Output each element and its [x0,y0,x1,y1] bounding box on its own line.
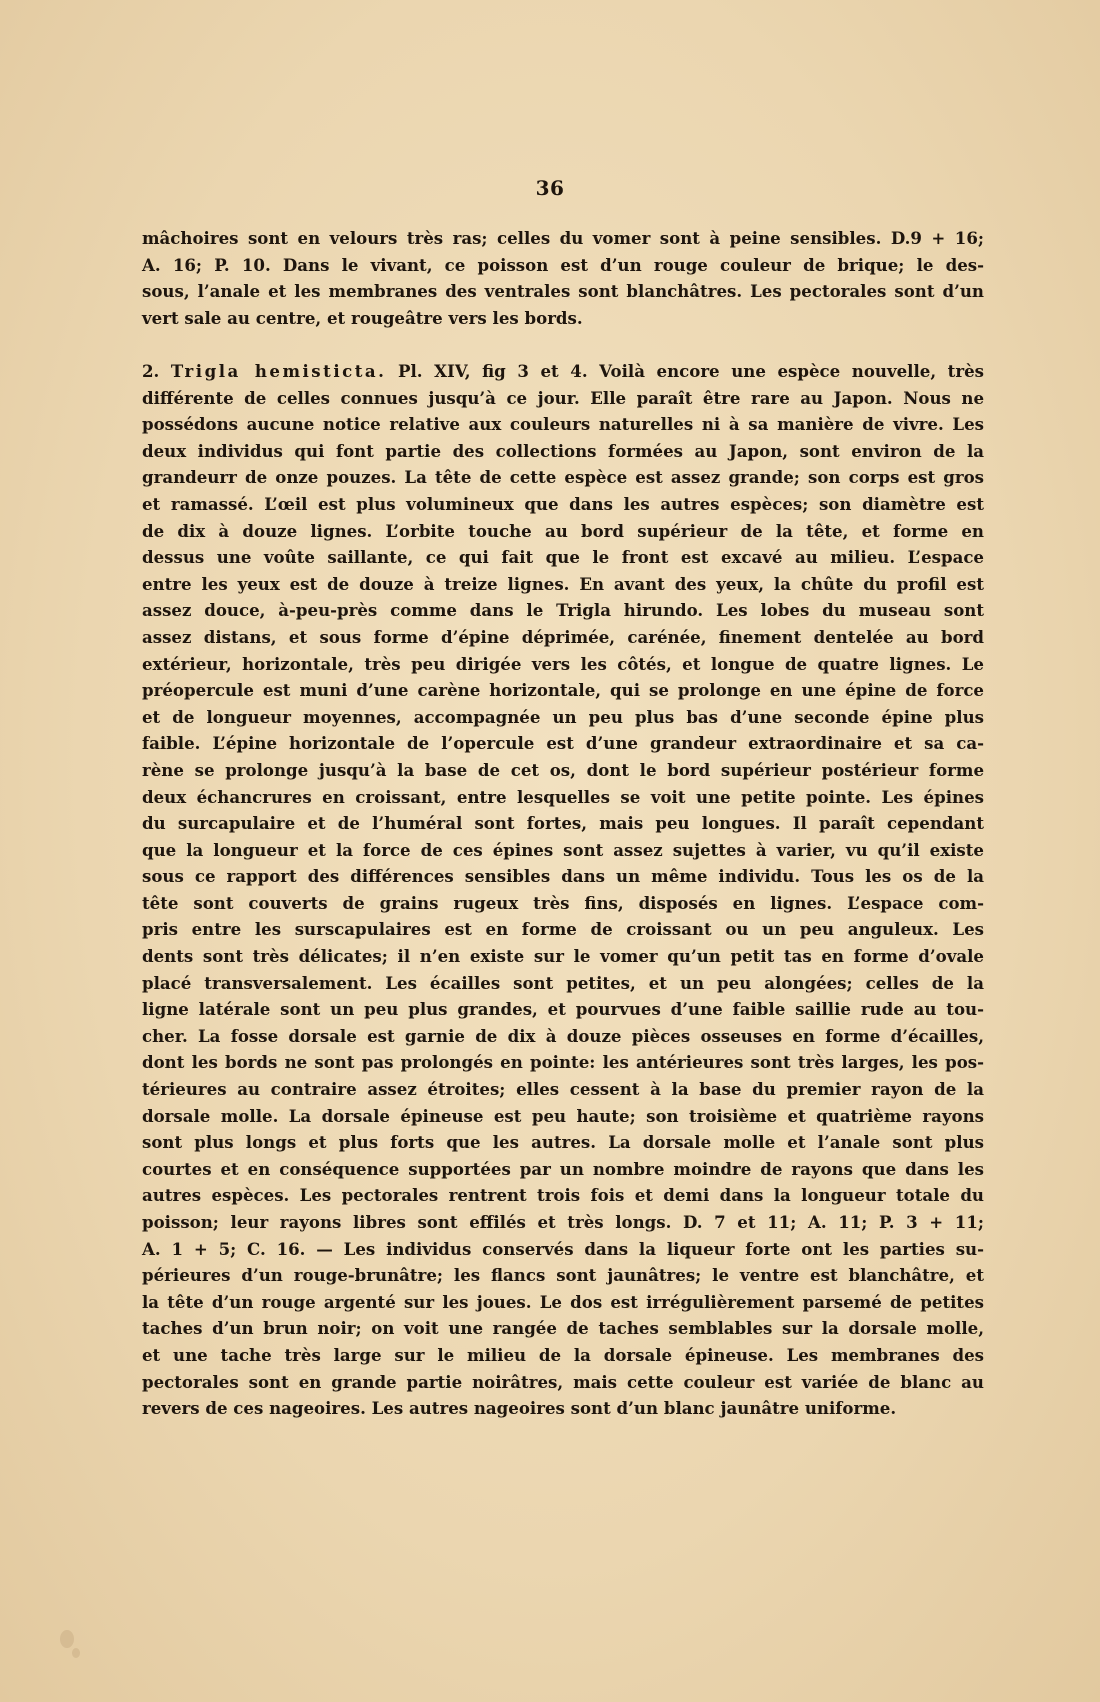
text-line-heading [142,358,984,385]
heading-rest: Pl. XIV, fig 3 et 4. Voilà encore une espèce nouvelle, très [398,361,984,381]
text-line: différente de celles connues jusqu’à ce jour. Elle paraît être rare au Japon. Nous ne [142,387,984,408]
text-line: deux individus qui font partie des collections formées au Japon, sont environ de la [142,440,984,461]
text-line: et de longueur moyennes, accompagnée un peu plus bas d’une seconde épine plus [142,706,984,727]
text-line: du surcapulaire et de l’huméral sont fortes, mais peu longues. Il paraît cependant [142,813,984,834]
text-line: A. 16; P. 10. Dans le vivant, ce poisson est d’un rouge couleur de brique; le des- [142,254,984,275]
text-line: et une tache très large sur le milieu de la dorsale épineuse. Les membranes des [142,1344,984,1365]
text-line: deux échancrures en croissant, entre lesquelles se voit une petite pointe. Les épines [142,786,984,807]
text-line: préopercule est muni d’une carène horizontale, qui se prolonge en une épine de force [142,680,984,701]
species-number: 2. [142,361,160,381]
text-line: A. 1 + 5; C. 16. — Les individus conservés dans la liqueur forte ont les parties su- [142,1238,984,1259]
text-line: extérieur, horizontale, très peu dirigée vers les côtés, et longue de quatre lignes. Le [142,653,984,674]
text-line: taches d’un brun noir; on voit une rangée de taches semblables sur la dorsale molle, [142,1318,984,1339]
text-line: possédons aucune notice relative aux couleurs naturelles ni à sa manière de vivre. Les [142,414,984,435]
text-line: dessus une voûte saillante, ce qui fait que le front est excavé au milieu. L’espace [142,547,984,568]
text-line: de dix à douze lignes. L’orbite touche au bord supérieur de la tête, et forme en [142,520,984,541]
text-line: la tête d’un rouge argenté sur les joues. Le dos est irrégulièrement parsemé de petites [142,1291,984,1312]
page-number: 36 [535,176,565,200]
text-line: ligne latérale sont un peu plus grandes, et pourvues d’une faible saillie rude au tou- [142,999,984,1020]
text-line: grandeurr de onze pouzes. La tête de cette espèce est assez grande; son corps est gros [142,467,984,488]
text-line: placé transversalement. Les écailles sont petites, et un peu alongées; celles de la [142,972,984,993]
paragraph-continuation [142,225,984,331]
text-line: courtes et en conséquence supportées par un nombre moindre de rayons que dans les [142,1158,984,1179]
text-line: sont plus longs et plus forts que les autres. La dorsale molle et l’anale sont plus [142,1132,984,1153]
text-line: faible. L’épine horizontale de l’opercule est d’une grandeur extraordinaire et sa ca- [142,733,984,754]
text-line: dents sont très délicates; il n’en existe sur le vomer qu’un petit tas en forme d’ovale [142,946,984,967]
text-line: pectorales sont en grande partie noirâtres, mais cette couleur est variée de blanc au [142,1371,984,1392]
paragraph-species-description [142,358,984,1422]
text-line: assez douce, à-peu-près comme dans le Trigla hirundo. Les lobes du museau sont [142,600,984,621]
text-line: et ramassé. L’œil est plus volumineux que dans les autres espèces; son diamètre est [142,493,984,514]
text-line: autres espèces. Les pectorales rentrent trois fois et demi dans la longueur totale du [142,1185,984,1206]
text-line: que la longueur et la force de ces épines sont assez sujettes à varier, vu qu’il existe [142,839,984,860]
text-line: tête sont couverts de grains rugeux très fins, disposés en lignes. L’espace com- [142,892,984,913]
text-line: mâchoires sont en velours très ras; celles du vomer sont à peine sensibles. D.9 + 16; [142,228,984,248]
text-line: dont les bords ne sont pas prolongés en pointe: les antérieures sont très larges, les pos- [142,1052,984,1073]
text-line: entre les yeux est de douze à treize lignes. En avant des yeux, la chûte du profil est [142,573,984,594]
text-line: sous, l’anale et les membranes des ventrales sont blanchâtres. Les pectorales sont d’un [142,281,984,302]
text-line: térieures au contraire assez étroites; elles cessent à la base du premier rayon de la [142,1079,984,1100]
text-line: périeures d’un rouge-brunâtre; les flancs sont jaunâtres; le ventre est blanchâtre, et [142,1265,984,1286]
text-line: vert sale au centre, et rougeâtre vers les bords. [142,307,583,328]
text-line: assez distans, et sous forme d’épine déprimée, carénée, finement dentelée au bord [142,626,984,647]
species-name: Trigla hemisticta. [170,361,387,381]
paper-stain [72,1648,80,1658]
text-line: revers de ces nageoires. Les autres nageoires sont d’un blanc jaunâtre uniforme. [142,1398,897,1419]
text-line: pris entre les surscapulaires est en forme de croissant ou un peu anguleux. Les [142,919,984,940]
text-line: poisson; leur rayons libres sont effilés et très longs. D. 7 et 11; A. 11; P. 3 + 11; [142,1212,984,1232]
text-line: dorsale molle. La dorsale épineuse est peu haute; son troisième et quatrième rayons [142,1105,984,1126]
paper-stain [60,1630,74,1648]
text-line: cher. La fosse dorsale est garnie de dix à douze pièces osseuses en forme d’écailles, [142,1025,984,1046]
text-line: sous ce rapport des différences sensibles dans un même individu. Tous les os de la [142,866,984,887]
text-line: rène se prolonge jusqu’à la base de cet os, dont le bord supérieur postérieur forme [142,759,984,780]
